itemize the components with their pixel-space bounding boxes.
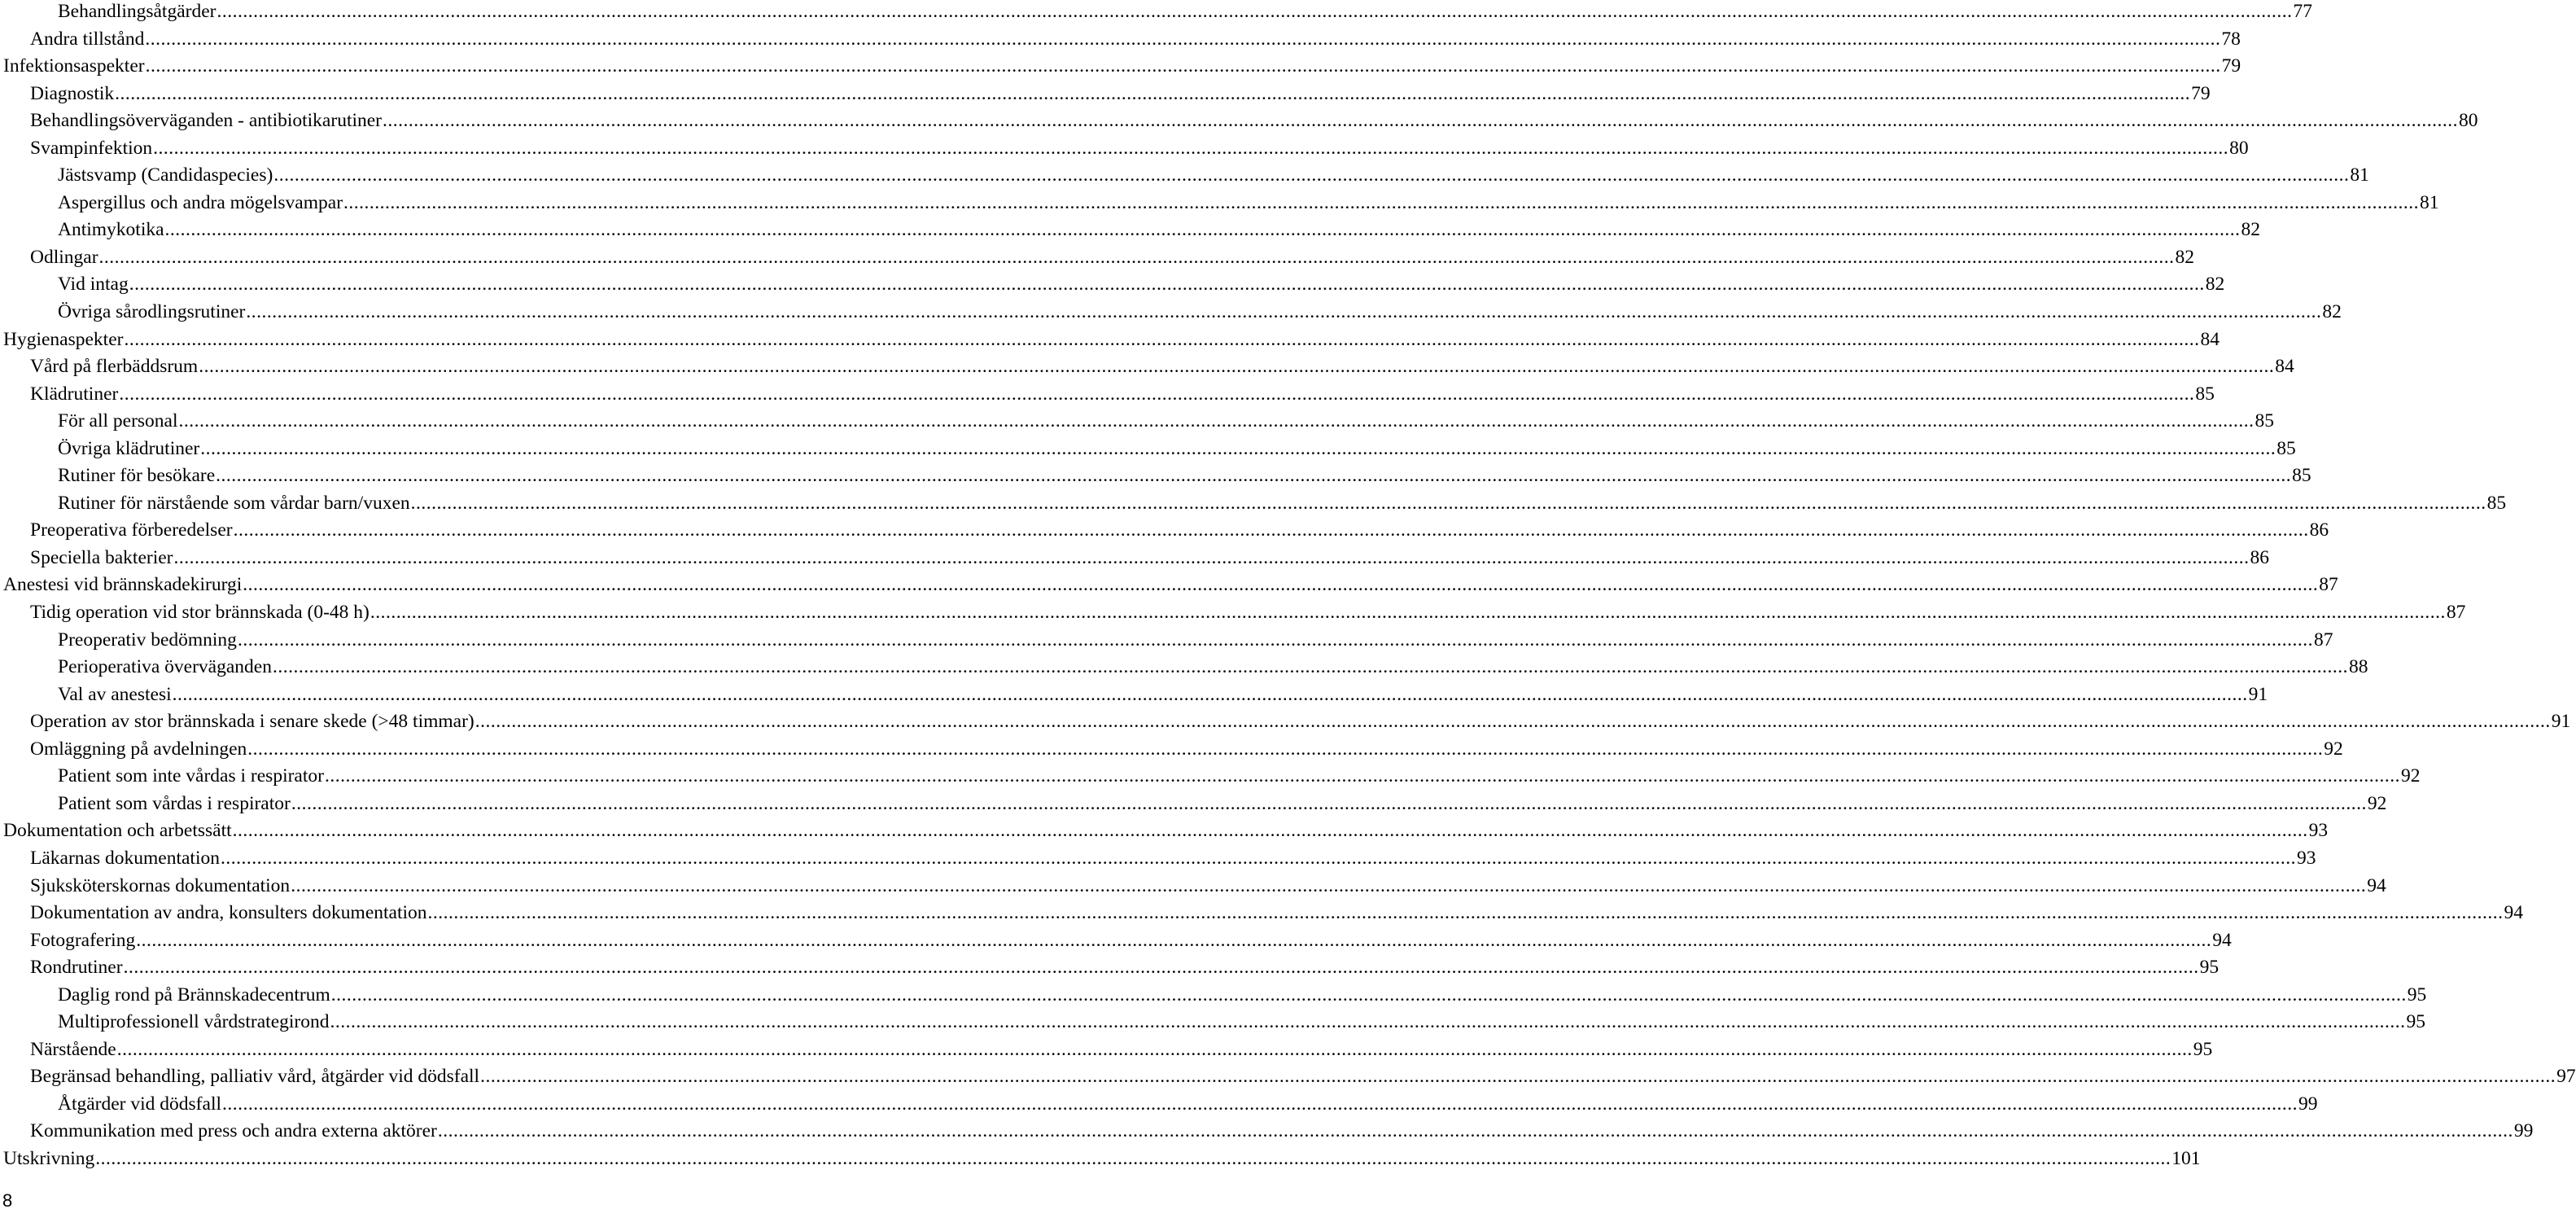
toc-entry-page: 95 bbox=[2193, 1038, 2213, 1060]
toc-entry-title: Omläggning på avdelningen bbox=[30, 738, 247, 760]
dot-leader: ................................................................................................................................................................................................................................................................................................................................................................................................................ bbox=[216, 1, 2293, 22]
toc-entry-page: 82 bbox=[2175, 246, 2195, 268]
toc-entry-title: Daglig rond på Brännskadecentrum bbox=[58, 984, 330, 1006]
toc-entry-page: 87 bbox=[2319, 574, 2338, 596]
toc-entry[interactable] bbox=[3, 546, 2270, 574]
dot-leader: ................................................................................................................................................................................................................................................................................................................................................................................................................ bbox=[222, 1093, 2298, 1115]
toc-entry-page: 101 bbox=[2171, 1147, 2201, 1169]
toc-entry-page: 95 bbox=[2199, 957, 2220, 979]
toc-entry-page: 99 bbox=[2298, 1093, 2318, 1115]
toc-entry-page: 92 bbox=[2400, 765, 2421, 787]
dot-leader: ................................................................................................................................................................................................................................................................................................................................................................................................................ bbox=[129, 274, 2205, 296]
toc-entry-page: 78 bbox=[2221, 28, 2241, 50]
dot-leader: ................................................................................................................................................................................................................................................................................................................................................................................................................ bbox=[164, 219, 2241, 241]
toc-entry-title: Rutiner för besökare bbox=[58, 465, 216, 487]
toc-entry-title: Behandlingsöverväganden - antibiotikarutiner bbox=[30, 110, 383, 132]
toc-entry[interactable] bbox=[3, 28, 2241, 55]
toc-entry[interactable] bbox=[3, 1038, 2213, 1066]
toc-entry-page: 94 bbox=[2212, 929, 2232, 951]
toc-entry-page: 85 bbox=[2486, 492, 2507, 514]
dot-leader: ................................................................................................................................................................................................................................................................................................................................................................................................................ bbox=[247, 738, 2324, 760]
toc-entry-page: 95 bbox=[2407, 984, 2427, 1006]
dot-leader: ................................................................................................................................................................................................................................................................................................................................................................................................................ bbox=[324, 765, 2400, 787]
dot-leader: ................................................................................................................................................................................................................................................................................................................................................................................................................ bbox=[220, 847, 2296, 869]
toc-entry-page: 87 bbox=[2313, 629, 2333, 651]
toc-entry-title: Åtgärder vid dödsfall bbox=[58, 1093, 222, 1115]
toc-entry[interactable] bbox=[3, 847, 2316, 874]
toc-entry-title: Anestesi vid brännskadekirurgi bbox=[3, 574, 243, 596]
toc-entry-page: 80 bbox=[2459, 110, 2478, 132]
toc-entry[interactable] bbox=[3, 328, 2220, 356]
toc-entry-title: Hygienaspekter bbox=[3, 328, 124, 350]
toc-entry-page: 80 bbox=[2229, 137, 2249, 159]
toc-entry-title: Övriga klädrutiner bbox=[58, 437, 200, 459]
dot-leader: ................................................................................................................................................................................................................................................................................................................................................................................................................ bbox=[480, 1066, 2556, 1088]
dot-leader: ................................................................................................................................................................................................................................................................................................................................................................................................................ bbox=[233, 519, 2309, 541]
dot-leader: ................................................................................................................................................................................................................................................................................................................................................................................................................ bbox=[153, 137, 2229, 159]
dot-leader: ................................................................................................................................................................................................................................................................................................................................................................................................................ bbox=[116, 1038, 2193, 1060]
toc-entry[interactable] bbox=[3, 383, 2215, 410]
toc-entry-title: Sjuksköterskornas dokumentation bbox=[30, 874, 291, 896]
toc-entry[interactable] bbox=[3, 765, 2421, 792]
dot-leader: ................................................................................................................................................................................................................................................................................................................................................................................................................ bbox=[291, 874, 2367, 896]
toc-entry-page: 91 bbox=[2248, 683, 2268, 705]
dot-leader: ................................................................................................................................................................................................................................................................................................................................................................................................................ bbox=[246, 301, 2322, 323]
toc-entry[interactable] bbox=[3, 137, 2249, 164]
dot-leader: ................................................................................................................................................................................................................................................................................................................................................................................................................ bbox=[383, 110, 2459, 132]
toc-entry-title: Odlingar bbox=[30, 246, 98, 268]
toc-entry-title: Andra tillstånd bbox=[30, 28, 145, 50]
toc-entry-title: Preoperativ bedömning bbox=[58, 629, 237, 651]
dot-leader: ................................................................................................................................................................................................................................................................................................................................................................................................................ bbox=[237, 629, 2313, 651]
toc-entry[interactable] bbox=[3, 82, 2211, 110]
dot-leader: ................................................................................................................................................................................................................................................................................................................................................................................................................ bbox=[200, 437, 2276, 459]
dot-leader: ................................................................................................................................................................................................................................................................................................................................................................................................................ bbox=[232, 820, 2308, 842]
toc-entry-page: 86 bbox=[2250, 546, 2270, 568]
toc-entry-page: 92 bbox=[2324, 738, 2343, 760]
toc-entry[interactable] bbox=[3, 246, 2195, 274]
dot-leader: ................................................................................................................................................................................................................................................................................................................................................................................................................ bbox=[330, 1011, 2406, 1033]
toc-entry-page: 79 bbox=[2221, 55, 2241, 77]
dot-leader: ................................................................................................................................................................................................................................................................................................................................................................................................................ bbox=[172, 683, 2248, 705]
toc-entry-page: 85 bbox=[2276, 437, 2296, 459]
toc-entry[interactable] bbox=[3, 1010, 2425, 1038]
toc-entry-title: Aspergillus och andra mögelsvampar bbox=[58, 191, 343, 213]
toc-entry-title: Fotografering bbox=[30, 929, 136, 951]
toc-entry-title: Val av anestesi bbox=[58, 683, 172, 705]
toc-entry-page: 85 bbox=[2292, 465, 2311, 487]
toc-entry-page: 91 bbox=[2551, 711, 2571, 733]
toc-entry[interactable] bbox=[3, 1147, 2201, 1175]
toc-entry-page: 82 bbox=[2241, 219, 2261, 241]
toc-entry-page: 81 bbox=[2350, 164, 2369, 186]
toc-entry-title: Behandlingsåtgärder bbox=[58, 1, 216, 22]
toc-entry-title: Utskrivning bbox=[3, 1147, 95, 1169]
toc-entry-title: Rutiner för närstående som vårdar barn/vuxen bbox=[58, 492, 410, 514]
dot-leader: ................................................................................................................................................................................................................................................................................................................................................................................................................ bbox=[216, 465, 2292, 487]
dot-leader: ................................................................................................................................................................................................................................................................................................................................................................................................................ bbox=[115, 82, 2191, 104]
toc-entry-page: 79 bbox=[2191, 82, 2211, 104]
toc-entry-title: Patient som vårdas i respirator bbox=[58, 792, 291, 814]
toc-entry-page: 93 bbox=[2308, 820, 2329, 842]
toc-entry-page: 85 bbox=[2255, 410, 2274, 432]
toc-entry[interactable] bbox=[3, 300, 2342, 328]
toc-entry-title: Begränsad behandling, palliativ vård, åtgärder vid dödsfall bbox=[30, 1066, 480, 1088]
dot-leader: ................................................................................................................................................................................................................................................................................................................................................................................................................ bbox=[145, 55, 2221, 77]
toc-entry-title: Perioperativa överväganden bbox=[58, 656, 272, 678]
toc-entry[interactable] bbox=[3, 55, 2241, 82]
toc-entry-title: Övriga sårodlingsrutiner bbox=[58, 301, 246, 323]
toc-entry-title: Operation av stor brännskada i senare skede (>48 timmar) bbox=[30, 711, 475, 733]
toc-entry[interactable] bbox=[3, 683, 2268, 711]
toc-entry-title: För all personal bbox=[58, 410, 178, 432]
toc-entry[interactable] bbox=[3, 1119, 2534, 1147]
dot-leader: ................................................................................................................................................................................................................................................................................................................................................................................................................ bbox=[427, 902, 2504, 924]
toc-entry-title: Rondrutiner bbox=[30, 957, 123, 979]
toc-entry-title: Infektionsaspekter bbox=[3, 55, 145, 77]
toc-entry[interactable] bbox=[3, 164, 2369, 191]
toc-entry-title: Antimykotika bbox=[58, 219, 164, 241]
dot-leader: ................................................................................................................................................................................................................................................................................................................................................................................................................ bbox=[330, 984, 2407, 1006]
toc-entry[interactable] bbox=[3, 1065, 2576, 1093]
toc-entry-page: 95 bbox=[2406, 1011, 2425, 1033]
toc-entry-page: 82 bbox=[2322, 301, 2342, 323]
dot-leader: ................................................................................................................................................................................................................................................................................................................................................................................................................ bbox=[370, 602, 2446, 624]
table-of-contents bbox=[3, 0, 2576, 1175]
toc-entry[interactable] bbox=[3, 738, 2343, 765]
toc-entry-title: Tidig operation vid stor brännskada (0-48 h) bbox=[30, 602, 370, 624]
toc-entry[interactable] bbox=[3, 218, 2261, 246]
dot-leader: ................................................................................................................................................................................................................................................................................................................................................................................................................ bbox=[437, 1120, 2513, 1142]
dot-leader: ................................................................................................................................................................................................................................................................................................................................................................................................................ bbox=[145, 28, 2221, 50]
toc-entry[interactable] bbox=[3, 629, 2333, 656]
toc-entry-title: Läkarnas dokumentation bbox=[30, 847, 220, 869]
toc-entry-title: Preoperativa förberedelser bbox=[30, 519, 233, 541]
dot-leader: ................................................................................................................................................................................................................................................................................................................................................................................................................ bbox=[272, 656, 2348, 678]
dot-leader: ................................................................................................................................................................................................................................................................................................................................................................................................................ bbox=[410, 492, 2486, 514]
toc-entry[interactable] bbox=[3, 1093, 2318, 1120]
toc-entry[interactable] bbox=[3, 655, 2368, 683]
toc-entry-page: 92 bbox=[2367, 792, 2387, 814]
toc-entry-title: Vård på flerbäddsrum bbox=[30, 356, 199, 378]
toc-entry[interactable] bbox=[3, 901, 2524, 929]
toc-entry-title: Patient som inte vårdas i respirator bbox=[58, 765, 324, 787]
dot-leader: ................................................................................................................................................................................................................................................................................................................................................................................................................ bbox=[199, 356, 2275, 378]
toc-entry[interactable] bbox=[3, 355, 2294, 383]
toc-entry-title: Kommunikation med press och andra externa aktörer bbox=[30, 1120, 437, 1142]
toc-entry-title: Dokumentation och arbetssätt bbox=[3, 820, 232, 842]
toc-entry[interactable] bbox=[3, 573, 2338, 601]
toc-entry-page: 84 bbox=[2200, 328, 2220, 350]
dot-leader: ................................................................................................................................................................................................................................................................................................................................................................................................................ bbox=[95, 1147, 2171, 1169]
dot-leader: ................................................................................................................................................................................................................................................................................................................................................................................................................ bbox=[136, 929, 2212, 951]
toc-entry[interactable] bbox=[3, 0, 2312, 28]
dot-leader: ................................................................................................................................................................................................................................................................................................................................................................................................................ bbox=[178, 410, 2255, 432]
toc-entry-page: 77 bbox=[2293, 1, 2312, 22]
dot-leader: ................................................................................................................................................................................................................................................................................................................................................................................................................ bbox=[173, 546, 2250, 568]
dot-leader: ................................................................................................................................................................................................................................................................................................................................................................................................................ bbox=[119, 383, 2195, 405]
dot-leader: ................................................................................................................................................................................................................................................................................................................................................................................................................ bbox=[273, 164, 2350, 186]
toc-entry[interactable] bbox=[3, 956, 2220, 984]
toc-entry[interactable] bbox=[3, 410, 2274, 437]
toc-entry[interactable] bbox=[3, 492, 2507, 519]
toc-entry-page: 86 bbox=[2309, 519, 2329, 541]
dot-leader: ................................................................................................................................................................................................................................................................................................................................................................................................................ bbox=[98, 246, 2175, 268]
toc-entry[interactable] bbox=[3, 109, 2478, 137]
toc-entry[interactable] bbox=[3, 819, 2329, 847]
toc-entry[interactable] bbox=[3, 929, 2232, 957]
toc-entry[interactable] bbox=[3, 464, 2311, 492]
toc-entry-title: Svampinfektion bbox=[30, 137, 153, 159]
toc-entry-page: 97 bbox=[2556, 1066, 2576, 1088]
toc-entry[interactable] bbox=[3, 710, 2571, 738]
toc-entry-page: 93 bbox=[2296, 847, 2316, 869]
toc-entry-page: 99 bbox=[2513, 1120, 2534, 1142]
toc-entry-page: 81 bbox=[2420, 191, 2439, 213]
toc-entry-page: 94 bbox=[2504, 902, 2524, 924]
toc-entry[interactable] bbox=[3, 191, 2439, 219]
toc-entry-title: Vid intag bbox=[58, 274, 129, 296]
dot-leader: ................................................................................................................................................................................................................................................................................................................................................................................................................ bbox=[291, 792, 2367, 814]
toc-entry-title: Klädrutiner bbox=[30, 383, 119, 405]
toc-entry-page: 85 bbox=[2195, 383, 2215, 405]
dot-leader: ................................................................................................................................................................................................................................................................................................................................................................................................................ bbox=[124, 328, 2200, 350]
dot-leader: ................................................................................................................................................................................................................................................................................................................................................................................................................ bbox=[123, 957, 2199, 979]
toc-entry[interactable] bbox=[3, 792, 2387, 820]
toc-entry[interactable] bbox=[3, 519, 2329, 546]
toc-entry-page: 87 bbox=[2446, 602, 2466, 624]
toc-entry-page: 94 bbox=[2367, 874, 2386, 896]
toc-entry-title: Diagnostik bbox=[30, 82, 115, 104]
toc-entry-title: Multiprofessionell vårdstrategirond bbox=[58, 1011, 330, 1033]
dot-leader: ................................................................................................................................................................................................................................................................................................................................................................................................................ bbox=[243, 574, 2319, 596]
toc-entry-page: 88 bbox=[2348, 656, 2368, 678]
toc-entry-title: Närstående bbox=[30, 1038, 116, 1060]
dot-leader: ................................................................................................................................................................................................................................................................................................................................................................................................................ bbox=[343, 191, 2420, 213]
toc-entry[interactable] bbox=[3, 273, 2225, 300]
page-number: 8 bbox=[2, 1190, 13, 1211]
toc-entry[interactable] bbox=[3, 601, 2466, 629]
toc-entry-title: Dokumentation av andra, konsulters dokumentation bbox=[30, 902, 427, 924]
toc-entry-title: Jästsvamp (Candidaspecies) bbox=[58, 164, 273, 186]
toc-entry[interactable] bbox=[3, 984, 2427, 1011]
dot-leader: ................................................................................................................................................................................................................................................................................................................................................................................................................ bbox=[475, 711, 2551, 733]
toc-entry[interactable] bbox=[3, 437, 2296, 465]
toc-entry-page: 84 bbox=[2275, 356, 2294, 378]
toc-entry-page: 82 bbox=[2205, 274, 2225, 296]
toc-entry-title: Speciella bakterier bbox=[30, 546, 173, 568]
toc-entry[interactable] bbox=[3, 874, 2386, 902]
